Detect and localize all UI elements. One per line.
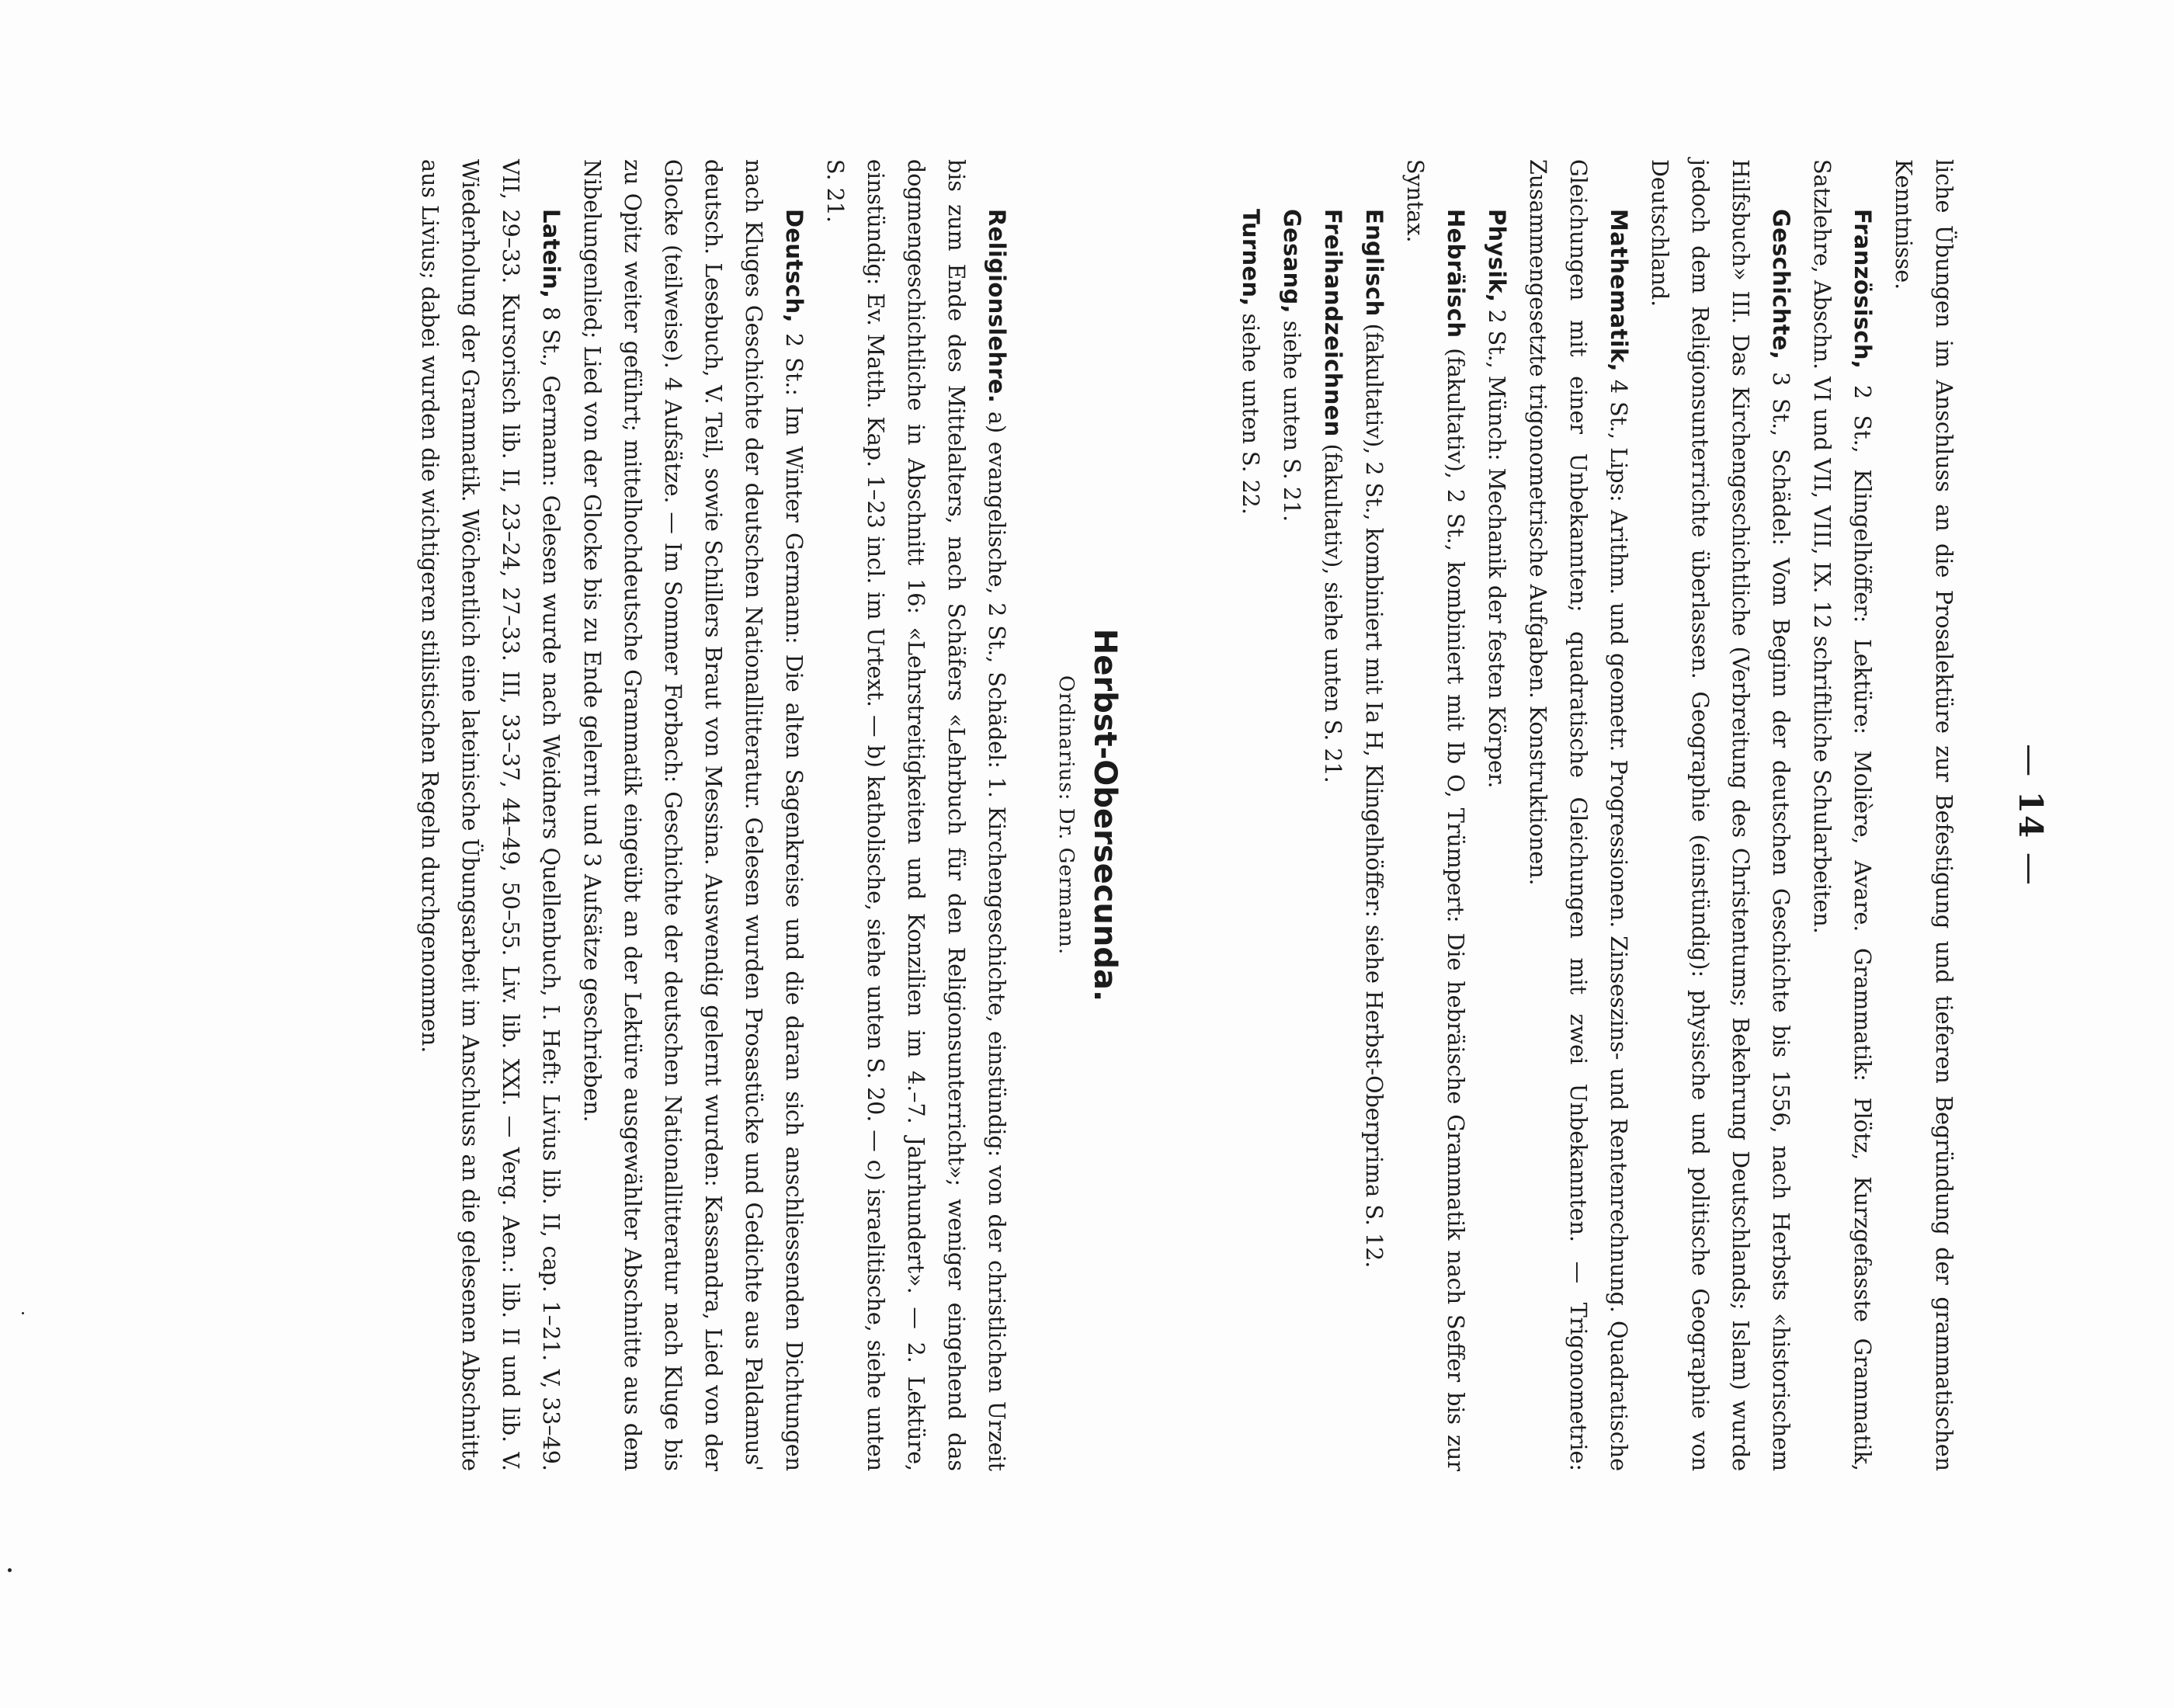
paragraph-hebraeisch — [1394, 159, 1476, 1471]
paragraph-latein — [409, 159, 571, 1471]
page-content — [409, 159, 2050, 1471]
subject-heading-geschichte: Geschichte, — [1768, 209, 1794, 360]
subject-text-gesang: siehe unten S. 21. — [1279, 313, 1304, 522]
paragraph-turnen — [1230, 159, 1271, 1471]
paragraph-religionslehre — [814, 159, 1017, 1471]
section-title: Herbst-Obersecunda. — [1087, 628, 1123, 1002]
subject-text-physik: 2 St., Münch: Mechanik der festen Körper. — [1484, 302, 1509, 789]
subject-heading-hebraeisch: Hebräisch — [1443, 209, 1469, 338]
paragraph-freihandzeichnen — [1312, 159, 1353, 1471]
subject-heading-gesang: Gesang, — [1279, 209, 1305, 314]
subject-text-religionslehre: a) evangelische, 2 St., Schädel: 1. Kirchengeschichte, einstündig: von der christlichen Urzeit bis zum Ende des Mittelalters, nach Schäfers «Lehrbuch für den Religionsunterricht»; weniger eingehend das dogmengeschichtliche in Abschnitt 16: «Lehrstreitigkeiten und Konzilien im 4.–7. Jahrhundert». — 2. Lektüre, einstündig: Ev. Matth. Kap. 1–23 incl. im Urtext. — b) katholische, siehe unten S. 20. — c) israelitische, siehe unten S. 21. — [822, 159, 1009, 1471]
subject-text-franzoesisch: 2 St., Klingelhöffer: Lektüre: Molière, Avare. Grammatik: Plötz, Kurzgefasste Grammatik, Satzlehre, Abschn. VI und VII, VIII, IX. 12 schriftliche Schularbeiten. — [1809, 159, 1875, 1471]
paragraph-englisch — [1353, 159, 1394, 1471]
paragraph-geschichte — [1639, 159, 1801, 1471]
subject-heading-mathematik: Mathematik, — [1606, 209, 1632, 372]
subject-text-hebraeisch: (fakultativ), 2 St., kombiniert mit Ib O, Trümpert: Die hebräische Grammatik nach Seffer bis zur Syntax. — [1402, 159, 1468, 1471]
section-ordinarius: Ordinarius: Dr. Germann. — [1054, 675, 1078, 956]
page-number-value: 14 — [2012, 790, 2050, 840]
subject-text-deutsch: 2 St.: Im Winter Germann: Die alten Sagenkreise und die daran sich anschliessenden Dichtungen nach Kluges Geschichte der deutschen Nationallitteratur. Gelesen wurden Prosastücke und Gedichte aus Paldamus' deutsch. Lesebuch, V. Teil, sowie Schillers Braut von Messina. Auswendig gelernt wurden: Kassandra, Lied von der Glocke (teilweise). 4 Aufsätze. — Im Sommer Forbach: Geschichte der deutschen Nationallitteratur nach Kluge bis zu Opitz weiter geführt; mittelhochdeutsche Grammatik eingeübt an der Lektüre ausgewählter Abschnitte aus dem Nibelungenlied; Lied von der Glocke bis zu Ende gelernt und 3 Aufsätze geschrieben. — [579, 159, 807, 1471]
subject-text-geschichte: 3 St., Schädel: Vom Beginn der deutschen Geschichte bis 1556, nach Herbsts «historischem Hilfsbuch» III. Das Kirchengeschichtliche (Verbreitung des Christentums; Bekehrung Deutschlands; Islam) wurde jedoch dem Religionsunterrichte überlassen. Geographie (einstündig): physische und politische Geographie von Deutschland. — [1647, 159, 1794, 1471]
paragraph-mathematik — [1517, 159, 1639, 1471]
subject-text-freihandzeichnen: (fakultativ), siehe unten S. 21. — [1320, 436, 1346, 783]
subject-heading-freihandzeichnen: Freihandzeichnen — [1320, 209, 1346, 437]
subject-heading-religionslehre: Religionslehre. — [984, 209, 1010, 404]
subject-heading-franzoesisch: Französisch, — [1849, 209, 1876, 370]
subject-heading-physik: Physik, — [1484, 209, 1510, 303]
subject-heading-deutsch: Deutsch, — [781, 209, 807, 323]
paragraph-latin-continuation: liche Übungen im Anschluss an die Prosalektüre zur Befestigung und tieferen Begründung der grammatischen Kenntnisse. — [1891, 159, 1957, 1471]
paragraph-deutsch — [571, 159, 814, 1471]
subject-heading-englisch: Englisch — [1361, 209, 1387, 317]
paragraph-gesang — [1271, 159, 1312, 1471]
subject-text-mathematik: 4 St., Lips: Arithm. und geometr. Progressionen. Zinseszins- und Rentenrechnung. Quadratische Gleichungen mit einer Unbekannten; quadratische Gleichungen mit zwei Unbekannten. — Trigonometrie: Zusammengesetzte trigonometrische Aufgaben. Konstruktionen. — [1525, 159, 1631, 1471]
subject-heading-turnen: Turnen, — [1238, 209, 1264, 307]
page-number: — 14 — — [2012, 744, 2050, 887]
paragraph-franzoesisch — [1801, 159, 1883, 1471]
paragraph-physik — [1476, 159, 1517, 1471]
subject-heading-latein: Latein, — [538, 209, 564, 299]
subject-text-englisch: (fakultativ), 2 St., kombiniert mit Ia H, Klingelhöffer: siehe Herbst-Oberprima S. 12. — [1361, 316, 1387, 1269]
subject-text-turnen: siehe unten S. 22. — [1238, 306, 1263, 515]
subject-text-latein: 8 St., Germann: Gelesen wurde nach Weidners Quellenbuch, I. Heft: Livius lib. II, cap. 1–21. V, 33–49. VII, 29–33. Kursorisch lib. II, 23–24, 27–33. III, 33–37, 44–49, 50–55. Liv. lib. XXI. — Verg. Aen.: lib. II und lib. V. Wiederholung der Grammatik. Wöchentlich eine lateinische Übungsarbeit im Anschluss an die gelesenen Abschnitte aus Livius; dabei wurden die wichtigeren stilistischen Regeln durchgenommen. — [417, 159, 564, 1471]
